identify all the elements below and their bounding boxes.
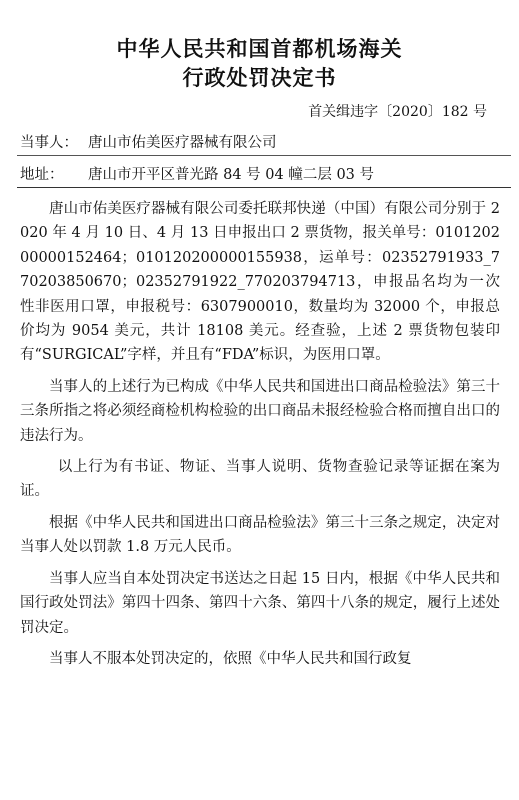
address-value: 唐山市开平区普光路 84 号 04 幢二层 03 号 [88, 167, 375, 183]
paragraph-evidence: 以上行为有书证、物证、当事人说明、货物查验记录等证据在案为证。 [20, 459, 500, 500]
document-number: 首关缉违字〔2020〕182 号 [308, 104, 487, 120]
party-name: 唐山市佑美医疗器械有限公司 [88, 135, 277, 151]
document-title-line1: 中华人民共和国首都机场海关 [116, 36, 403, 61]
document-body [20, 197, 500, 678]
party-field [20, 131, 277, 152]
paragraph-facts: 唐山市佑美医疗器械有限公司委托联邦快递（中国）有限公司分别于 2020 年 4 月 10 日、4 月 13 日申报出口 2 票货物，报关单号：010120200000152464；010120200000155938，运单号：02352791933_770203850670；02352791922_770203794713，申报品名均为一次性非医用口罩，申报税号：6307900010，数量均为 32000 个，申报总价均为 9054 美元，共计 18108 美元。经查验，上述 2 票货物包装印有“SURGICAL”字样，并且有“FDA”标识，为医用口罩。 [20, 201, 500, 364]
party-label: 当事人： [20, 135, 78, 151]
paragraph-violation: 当事人的上述行为已构成《中华人民共和国进出口商品检验法》第三十三条所指之将必须经商检机构检验的出口商品未报经检验合格而擅自出口的违法行为。 [20, 378, 500, 444]
address-label: 地址： [20, 167, 64, 183]
document-title-line2: 行政处罚决定书 [182, 65, 337, 90]
divider [17, 187, 511, 188]
address-field [20, 163, 374, 184]
paragraph-deadline: 当事人应当自本处罚决定书送达之日起 15 日内，根据《中华人民共和国行政处罚法》第四十四条、第四十六条、第四十八条的规定，履行上述处罚决定。 [20, 570, 500, 636]
paragraph-penalty: 根据《中华人民共和国进出口商品检验法》第三十三条之规定，决定对当事人处以罚款 1.8 万元人民币。 [20, 514, 500, 556]
paragraph-appeal: 当事人不服本处罚决定的，依照《中华人民共和国行政复 [49, 650, 412, 667]
divider [17, 155, 511, 156]
